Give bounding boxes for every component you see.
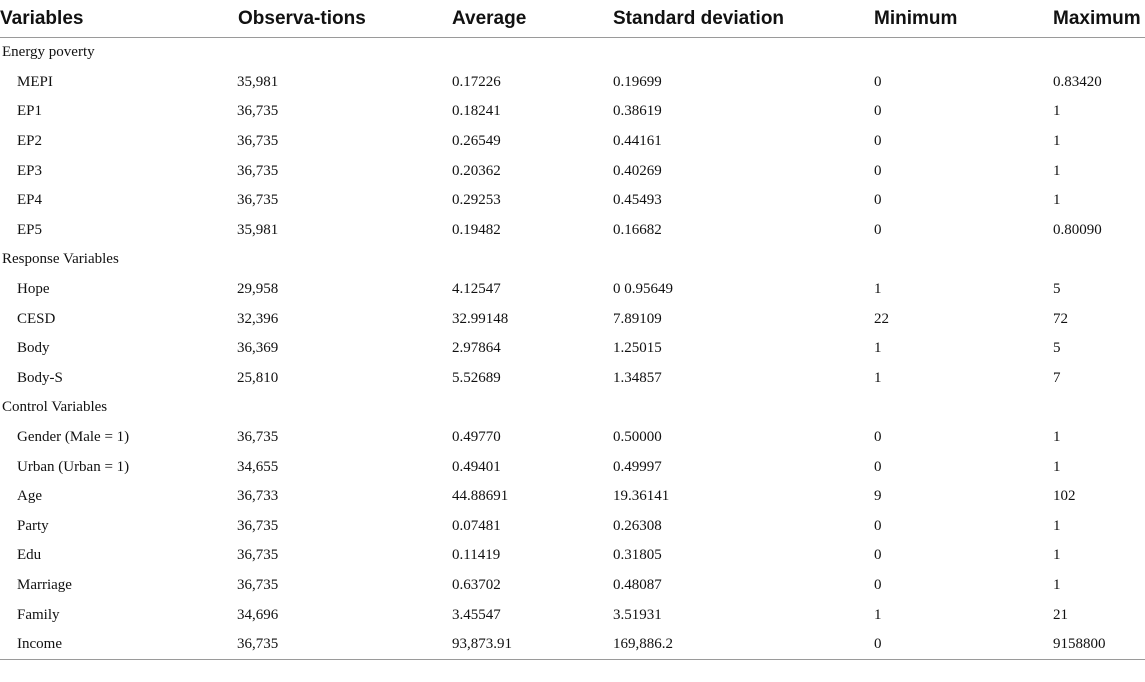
average-cell: 3.45547 (452, 606, 501, 623)
std-dev-cell: 0 0.95649 (613, 281, 673, 298)
observations-cell: 36,735 (237, 162, 279, 179)
table-row (0, 216, 1145, 246)
minimum-cell: 1 (874, 340, 882, 357)
variable-cell: Urban (Urban = 1) (17, 458, 130, 475)
variable-cell: Income (0, 630, 237, 660)
std-dev-cell: 0.26308 (613, 517, 662, 534)
maximum-cell: 1 (1053, 429, 1061, 446)
variable-cell: Family (17, 606, 60, 623)
std-dev-cell: 19.36141 (613, 488, 670, 505)
variable-cell: Hope (17, 281, 50, 298)
section-row (0, 393, 1145, 423)
minimum-cell: 22 (874, 310, 889, 327)
std-dev-cell: 0.31805 (613, 547, 662, 564)
average-cell: 0.11419 (452, 547, 501, 564)
table-body (0, 38, 1145, 660)
observations-cell: 36,369 (237, 340, 279, 357)
maximum-cell: 1 (1053, 517, 1061, 534)
header-average: Average (452, 0, 613, 38)
maximum-cell: 1 (1053, 458, 1061, 475)
minimum-cell: 0 (874, 162, 882, 179)
variable-cell: EP1 (17, 103, 43, 120)
header-observations: Observa-tions (237, 0, 452, 38)
table-row (0, 423, 1145, 453)
observations-cell: 35,981 (237, 221, 279, 238)
section-title: Energy poverty (2, 44, 95, 61)
average-cell: 0.49770 (452, 429, 501, 446)
average-cell: 32.99148 (452, 310, 509, 327)
variable-cell: Body-S (17, 369, 63, 386)
average-cell: 0.26549 (452, 133, 501, 150)
observations-cell: 36,735 (237, 630, 452, 660)
table-row (0, 541, 1145, 571)
std-dev-cell: 0.50000 (613, 429, 662, 446)
minimum-cell: 1 (874, 281, 882, 298)
table-row (0, 600, 1145, 630)
table-row (0, 127, 1145, 157)
section-title: Response Variables (2, 251, 119, 268)
minimum-cell: 0 (874, 517, 882, 534)
std-dev-cell: 0.19699 (613, 73, 662, 90)
maximum-cell: 5 (1053, 340, 1061, 357)
observations-cell: 36,735 (237, 517, 279, 534)
minimum-cell: 0 (874, 192, 882, 209)
header-maximum: Maximum (1053, 0, 1145, 38)
variable-cell: Body (17, 340, 50, 357)
variable-cell: CESD (17, 310, 56, 327)
average-cell: 0.20362 (452, 162, 501, 179)
maximum-cell: 1 (1053, 133, 1061, 150)
table-row (0, 571, 1145, 601)
minimum-cell: 0 (874, 576, 882, 593)
variable-cell: Age (17, 488, 42, 505)
average-cell: 0.17226 (452, 73, 501, 90)
minimum-cell: 1 (874, 606, 882, 623)
std-dev-cell: 0.49997 (613, 458, 662, 475)
maximum-cell: 1 (1053, 547, 1061, 564)
maximum-cell: 72 (1053, 310, 1068, 327)
average-cell: 0.18241 (452, 103, 501, 120)
average-cell: 0.07481 (452, 517, 501, 534)
minimum-cell: 0 (874, 73, 882, 90)
average-cell: 93,873.91 (452, 630, 613, 660)
average-cell: 44.88691 (452, 488, 509, 505)
section-row (0, 38, 1145, 68)
std-dev-cell: 3.51931 (613, 606, 662, 623)
average-cell: 5.52689 (452, 369, 501, 386)
std-dev-cell: 0.44161 (613, 133, 662, 150)
table-row (0, 304, 1145, 334)
table-row (0, 364, 1145, 394)
std-dev-cell: 0.38619 (613, 103, 662, 120)
average-cell: 0.19482 (452, 221, 501, 238)
observations-cell: 36,735 (237, 192, 279, 209)
std-dev-cell: 0.40269 (613, 162, 662, 179)
table-header (0, 0, 1145, 38)
std-dev-cell: 0.45493 (613, 192, 662, 209)
table-row (0, 630, 1145, 660)
header-minimum: Minimum (874, 0, 1053, 38)
table-row (0, 512, 1145, 542)
minimum-cell: 0 (874, 630, 1053, 660)
variable-cell: Party (17, 517, 49, 534)
table-row (0, 452, 1145, 482)
section-row (0, 245, 1145, 275)
average-cell: 4.12547 (452, 281, 501, 298)
maximum-cell: 1 (1053, 192, 1061, 209)
maximum-cell: 0.83420 (1053, 73, 1102, 90)
minimum-cell: 0 (874, 458, 882, 475)
section-title: Control Variables (2, 399, 108, 416)
table-row (0, 275, 1145, 305)
maximum-cell: 21 (1053, 606, 1068, 623)
maximum-cell: 0.80090 (1053, 221, 1102, 238)
observations-cell: 32,396 (237, 310, 279, 327)
observations-cell: 36,735 (237, 429, 279, 446)
maximum-cell: 1 (1053, 162, 1061, 179)
maximum-cell: 9158800 (1053, 630, 1145, 660)
observations-cell: 36,735 (237, 103, 279, 120)
average-cell: 2.97864 (452, 340, 501, 357)
std-dev-cell: 0.16682 (613, 221, 662, 238)
observations-cell: 29,958 (237, 281, 279, 298)
table-row (0, 186, 1145, 216)
header-row (0, 0, 1145, 38)
minimum-cell: 0 (874, 133, 882, 150)
minimum-cell: 0 (874, 429, 882, 446)
minimum-cell: 9 (874, 488, 882, 505)
average-cell: 0.63702 (452, 576, 501, 593)
table-row (0, 482, 1145, 512)
observations-cell: 36,735 (237, 133, 279, 150)
variable-cell: Edu (17, 547, 42, 564)
std-dev-cell: 7.89109 (613, 310, 662, 327)
variable-cell: Marriage (17, 576, 72, 593)
header-standard-deviation: Standard deviation (613, 0, 874, 38)
variable-cell: EP4 (17, 192, 43, 209)
maximum-cell: 102 (1053, 488, 1076, 505)
minimum-cell: 1 (874, 369, 882, 386)
std-dev-cell: 0.48087 (613, 576, 662, 593)
variable-cell: MEPI (17, 73, 53, 90)
variable-cell: EP3 (17, 162, 43, 179)
header-variables: Variables (0, 0, 237, 38)
table-row (0, 68, 1145, 98)
observations-cell: 25,810 (237, 369, 279, 386)
average-cell: 0.29253 (452, 192, 501, 209)
std-dev-cell: 1.34857 (613, 369, 662, 386)
observations-cell: 36,735 (237, 576, 279, 593)
table-row (0, 156, 1145, 186)
average-cell: 0.49401 (452, 458, 501, 475)
observations-cell: 36,733 (237, 488, 279, 505)
variable-cell: Gender (Male = 1) (17, 429, 130, 446)
table-row (0, 334, 1145, 364)
std-dev-cell: 1.25015 (613, 340, 662, 357)
maximum-cell: 5 (1053, 281, 1061, 298)
observations-cell: 34,655 (237, 458, 279, 475)
maximum-cell: 1 (1053, 576, 1061, 593)
minimum-cell: 0 (874, 547, 882, 564)
variable-cell: EP5 (17, 221, 43, 238)
std-dev-cell: 169,886.2 (613, 630, 874, 660)
variable-cell: EP2 (17, 133, 43, 150)
table-row (0, 97, 1145, 127)
minimum-cell: 0 (874, 221, 882, 238)
observations-cell: 35,981 (237, 73, 279, 90)
minimum-cell: 0 (874, 103, 882, 120)
maximum-cell: 1 (1053, 103, 1061, 120)
observations-cell: 36,735 (237, 547, 279, 564)
maximum-cell: 7 (1053, 369, 1061, 386)
observations-cell: 34,696 (237, 606, 279, 623)
